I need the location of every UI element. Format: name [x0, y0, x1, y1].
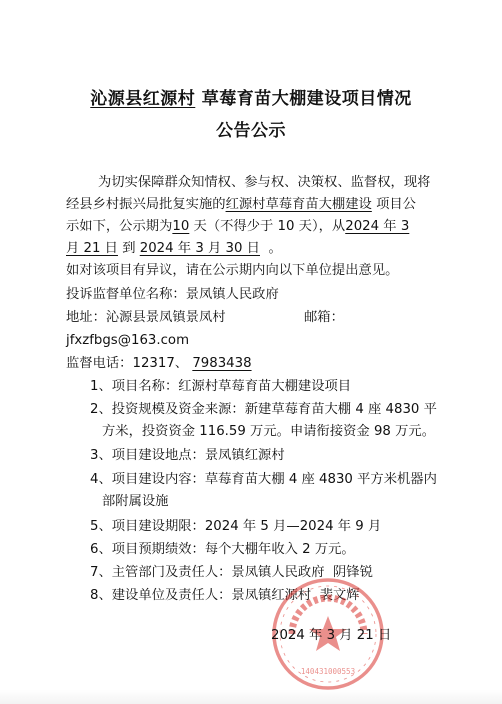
signing-date: 2024 年 3 月 21 日 — [271, 628, 392, 643]
list-item: 7、主管部门及责任人：景凤镇人民政府 阴锋锐 — [90, 565, 373, 580]
intro-line-3: 示如下，公示期为10 天（不得少于 10 天），从2024 年 3 — [66, 219, 410, 234]
seal-number: 140431000553 — [300, 667, 356, 676]
list-item: 5、项目建设期限：2024 年 5 月—2024 年 9 月 — [90, 519, 382, 534]
document-title — [0, 84, 502, 109]
list-item: 6、项目预期绩效：每个大棚年收入 2 万元。 — [90, 542, 355, 557]
mailbox-label: 邮箱： — [304, 310, 344, 325]
address-line: 地址：沁源县景凤镇景凤村 邮箱： — [66, 307, 226, 329]
document-subtitle: 公告公示 — [216, 121, 286, 141]
page-bottom-edge — [0, 690, 502, 704]
list-item: 3、项目建设地点：景凤镇红源村 — [90, 448, 285, 463]
project-name-fill: 红源村草莓育苗大棚建设 — [225, 197, 372, 212]
period-days-fill: 10 — [172, 219, 190, 234]
objection-text: 如对该项目有异议，请在公示期内向以下单位提出意见。 — [66, 263, 399, 278]
title-project: 草莓育苗大棚建设项目情况 — [201, 89, 412, 109]
list-item: 4、项目建设内容：草莓育苗大棚 4 座 4830 平方米机器内 — [90, 472, 437, 487]
list-item: 8、建设单位及责任人：景凤镇红源村 裴文辉 — [90, 588, 360, 603]
list-item: 1、项目名称：红源村草莓育苗大棚建设项目 — [90, 379, 352, 394]
end-date-fill: 2024 年 3 月 30 日 — [139, 241, 260, 256]
phone-line: 监督电话：12317、 7983438 — [66, 356, 252, 371]
intro-line-4: 月 21 日 到 2024 年 3 月 30 日 。 — [66, 241, 282, 256]
intro-line-1: 为切实保障群众知情权、参与权、决策权、监督权，现将 — [98, 175, 431, 190]
complaint-unit: 投诉监督单位名称：景凤镇人民政府 — [66, 287, 279, 302]
start-date-fill: 2024 年 3 — [345, 219, 410, 234]
email-address: jfxzfbgs@163.com — [66, 333, 190, 348]
intro-line-2: 经县乡村振兴局批复实施的红源村草莓育苗大棚建设 项目公 — [66, 197, 416, 212]
list-item: 部附属设施 — [102, 494, 169, 509]
phone-number-fill: 7983438 — [192, 356, 252, 371]
list-item: 2、投资规模及资金来源：新建草莓育苗大棚 4 座 4830 平 — [90, 402, 437, 417]
start-day-fill: 月 21 日 — [66, 241, 118, 256]
title-village: 沁源县红源村 — [90, 89, 196, 109]
list-item: 方米，投资资金 116.59 万元。申请衔接资金 98 万元。 — [102, 424, 435, 439]
